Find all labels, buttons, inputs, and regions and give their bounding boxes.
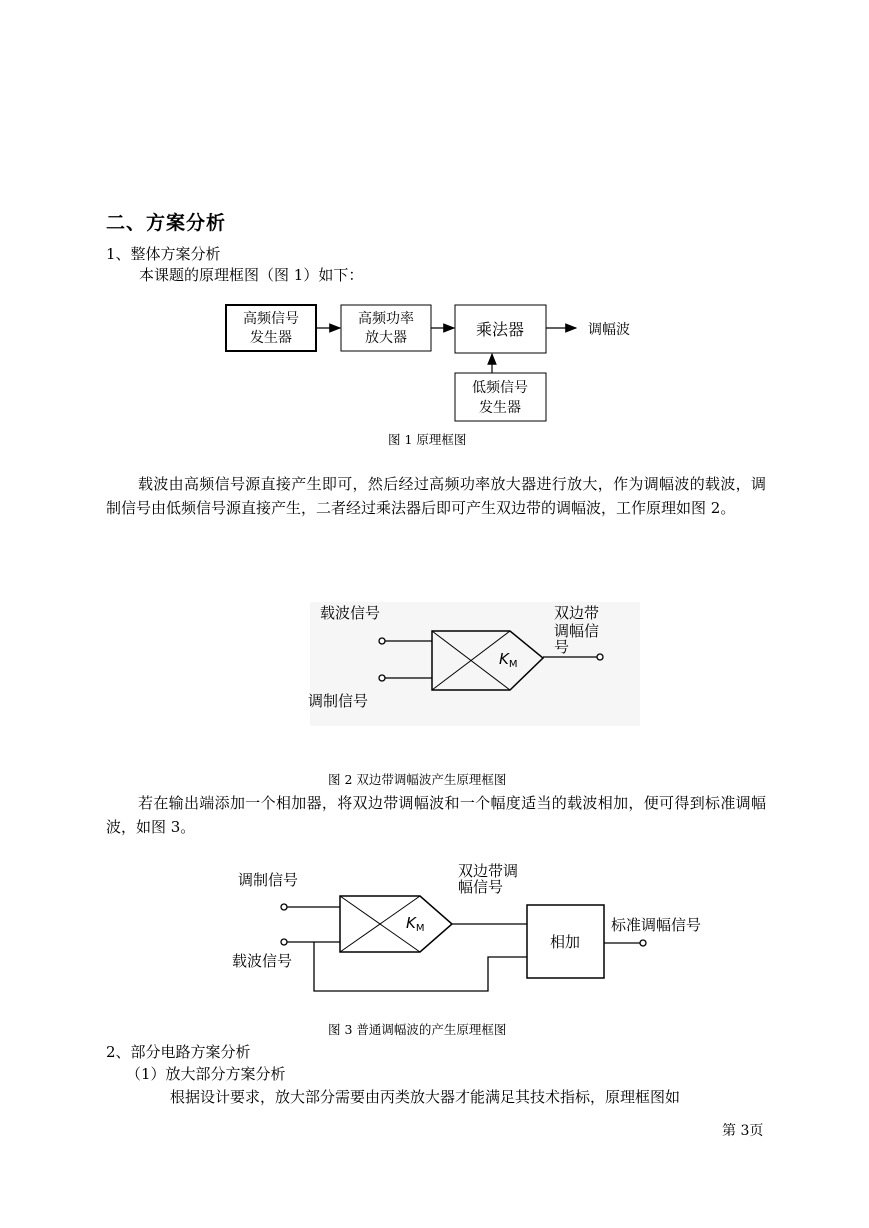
carrier-label: 载波信号 <box>320 604 381 622</box>
section-title: 二、方案分析 <box>106 212 227 234</box>
carrier-terminal <box>379 638 385 644</box>
dsb-label-1: 双边带调 <box>458 862 519 880</box>
hf-generator-label-2: 发生器 <box>250 330 292 346</box>
figure-2-caption: 图 2 双边带调幅波产生原理框图 <box>328 772 507 787</box>
figure-3-caption: 图 3 普通调幅波的产生原理框图 <box>328 1022 507 1037</box>
dsb-label-2: 幅信号 <box>458 878 504 896</box>
page-number: 第 3页 <box>722 1123 764 1139</box>
hf-generator-label-1: 高频信号 <box>243 311 299 327</box>
subsection-title-2-1: （1）放大部分方案分析 <box>126 1065 286 1083</box>
output-label-2: 调幅信 <box>554 622 600 640</box>
fig3-output-terminal <box>640 940 646 946</box>
lf-generator-label-1: 低频信号 <box>472 380 528 396</box>
paragraph-2: 若在输出端添加一个相加器，将双边带调幅波和一个幅度适当的载波相加，便可得到标准调幅波，如图 3。 <box>106 794 766 836</box>
hf-amplifier-label-2: 放大器 <box>365 330 407 346</box>
output-label: 调幅波 <box>588 322 630 338</box>
fig3-modulating-label: 调制信号 <box>238 871 299 889</box>
adder-label: 相加 <box>549 933 581 951</box>
figure-1-caption: 图 1 原理框图 <box>388 432 467 447</box>
subsection-title-1: 1、整体方案分析 <box>106 245 221 263</box>
carrier-bypass-wire <box>314 942 527 991</box>
multiplier-label: 乘法器 <box>475 320 525 339</box>
modulating-label: 调制信号 <box>308 692 369 710</box>
figure-3-am-diagram <box>222 858 722 998</box>
fig3-carrier-terminal <box>281 939 287 945</box>
fig3-modulating-terminal <box>281 904 287 910</box>
fig3-gain-label: $K_M$ <box>406 914 425 934</box>
figure-1-block-diagram <box>210 295 670 425</box>
intro-text: 本课题的原理框图（图 1）如下： <box>139 266 364 284</box>
modulating-terminal <box>379 675 385 681</box>
output-terminal <box>597 654 603 660</box>
figure-2-dsb-diagram <box>300 598 645 728</box>
paragraph-1: 载波由高频信号源直接产生即可，然后经过高频功率放大器进行放大，作为调幅波的载波，调制信号由低频信号源直接产生，二者经过乘法器后即可产生双边带的调幅波，工作原理如图 2。 <box>106 475 766 517</box>
gain-label: $K_M$ <box>499 650 518 670</box>
subsection-title-2: 2、部分电路方案分析 <box>106 1043 251 1061</box>
output-label-1: 双边带 <box>554 604 600 622</box>
fig3-carrier-label: 载波信号 <box>232 952 293 970</box>
fig3-output-label: 标准调幅信号 <box>611 916 702 934</box>
lf-generator-label-2: 发生器 <box>479 400 521 416</box>
paragraph-3: 根据设计要求，放大部分需要由丙类放大器才能满足其技术指标，原理框图如 <box>170 1088 681 1106</box>
hf-amplifier-label-1: 高频功率 <box>358 311 414 327</box>
output-label-3: 号 <box>554 638 570 656</box>
fig3-multiplier-symbol <box>340 896 452 952</box>
